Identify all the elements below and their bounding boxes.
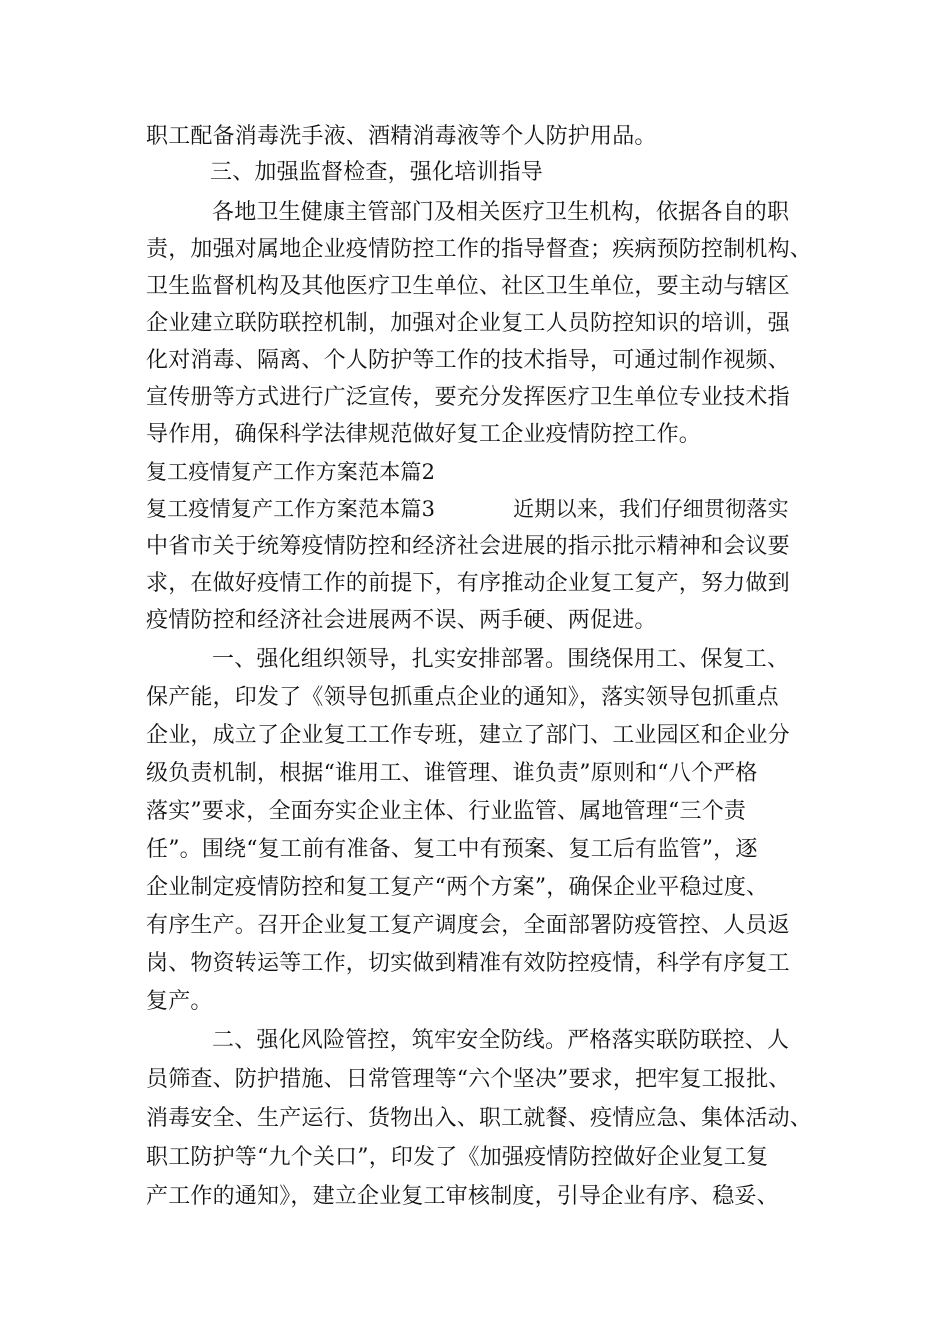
paragraph-line: 产工作的通知》，建立企业复工审核制度，引导企业有序、稳妥、 (146, 1184, 779, 1209)
paragraph-line: 宣传册等方式进行广泛宣传，要充分发挥医疗卫生单位专业技术指 (146, 385, 790, 410)
paragraph-line: 导作用，确保科学法律规范做好复工企业疫情防控工作。 (146, 422, 702, 447)
paragraph-line: 消毒安全、生产运行、货物出入、职工就餐、疫情应急、集体活动、 (146, 1106, 813, 1131)
paragraph-line: 二、强化风险管控，筑牢安全防线。严格落实联防联控、人 (212, 1028, 790, 1053)
paragraph-line: 责，加强对属地企业疫情防控工作的指导督查；疾病预防控制机构、 (146, 237, 813, 262)
paragraph-line: 卫生监督机构及其他医疗卫生单位、社区卫生单位，要主动与辖区 (146, 274, 790, 299)
paragraph-line: 企业制定疫情防控和复工复产“两个方案”，确保企业平稳过度、 (146, 875, 769, 900)
article-title-3-line (146, 489, 816, 529)
paragraph-line: 企业，成立了企业复工工作专班，建立了部门、工业园区和企业分 (146, 723, 790, 748)
paragraph-line: 任”。围绕“复工前有准备、复工中有预案、复工后有监管”，逐 (146, 837, 758, 862)
section-heading: 三、加强监督检查，强化培训指导 (210, 160, 544, 185)
paragraph-line: 疫情防控和经济社会进展两不误、两手硬、两促进。 (146, 608, 657, 633)
paragraph-line: 一、强化组织领导，扎实安排部署。围绕保用工、保复工、 (212, 647, 790, 672)
paragraph-line: 员筛查、防护措施、日常管理等“六个坚决”要求，把牢复工报批、 (146, 1067, 791, 1092)
paragraph-line: 职工配备消毒洗手液、酒精消毒液等个人防护用品。 (146, 124, 657, 149)
paragraph-line: 企业建立联防联控机制，加强对企业复工人员防控知识的培训，强 (146, 311, 790, 336)
paragraph-line: 保产能，印发了《领导包抓重点企业的通知》，落实领导包抓重点 (146, 685, 779, 710)
paragraph-line: 求，在做好疫情工作的前提下，有序推动企业复工复产，努力做到 (146, 571, 790, 596)
paragraph-start: 近期以来，我们仔细贯彻落实 (513, 497, 789, 521)
article-title-2: 复工疫情复产工作方案范本篇2 (146, 460, 436, 484)
paragraph-line: 有序生产。召开企业复工复产调度会，全面部署防疫管控、人员返 (146, 913, 790, 938)
paragraph-line: 级负责机制，根据“谁用工、谁管理、谁负责”原则和“八个严格 (146, 761, 758, 786)
paragraph-line: 化对消毒、隔离、个人防护等工作的技术指导，可通过制作视频、 (146, 348, 790, 373)
paragraph-line: 中省市关于统筹疫情防控和经济社会进展的指示批示精神和会议要 (146, 534, 790, 559)
paragraph-line: 落实”要求，全面夯实企业主体、行业监管、属地管理“三个责 (146, 799, 747, 824)
paragraph-line: 岗、物资转运等工作，切实做到精准有效防控疫情，科学有序复工 (146, 951, 790, 976)
paragraph-line: 各地卫生健康主管部门及相关医疗卫生机构，依据各自的职 (212, 200, 790, 225)
paragraph-line: 职工防护等“九个关口”，印发了《加强疫情防控做好企业复工复 (146, 1145, 769, 1170)
article-title-3: 复工疫情复产工作方案范本篇3 (146, 497, 436, 521)
paragraph-line: 复产。 (146, 989, 213, 1014)
